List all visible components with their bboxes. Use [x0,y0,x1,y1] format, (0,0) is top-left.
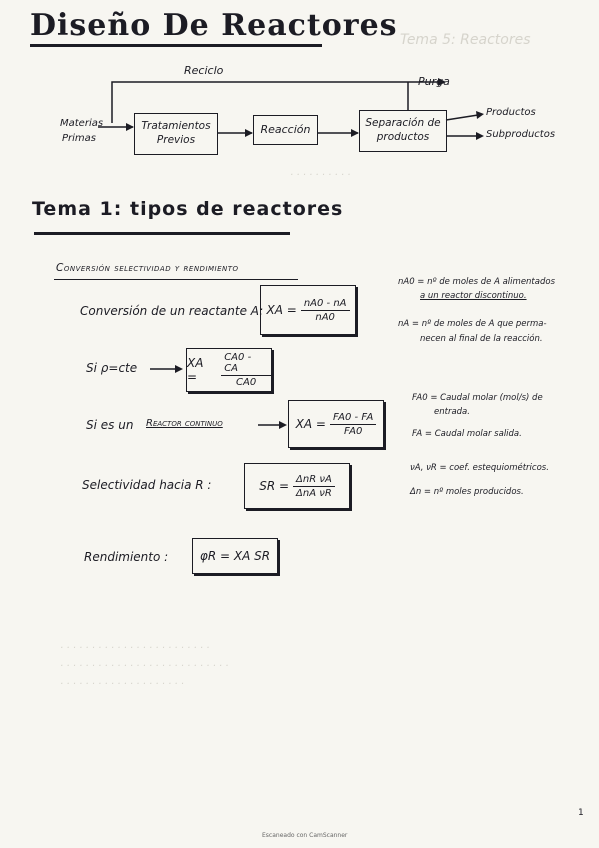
separation-box [359,110,447,152]
byproducts-label: Subproductos [486,129,556,140]
bleed-through-block: · · · · · · · · · · · · · · · · · · · · · · · · · · · · · · · · · · · · · · · · · · · · · · · · · · · · · · · · · · · · · · · · · · · · · · · [60,643,229,690]
continuous-formula-box [288,400,384,448]
selectivity-denominator: ΔnA νR [296,487,332,499]
note-fa0-line-2: entrada. [434,407,470,417]
page-number: 1 [578,808,584,818]
yield-formula: φR = XA SR [199,549,271,563]
continuous-reactor-label: Reactor continuo [146,418,223,429]
conversion-numerator: nA0 - nA [301,298,350,311]
conversion-label: Conversión de un reactante A: [80,304,264,318]
subsection-title: Conversión selectividad y rendimiento [56,262,239,274]
scanner-footer: Escaneado con CamScanner [262,832,348,839]
continuous-denominator: FA0 [343,425,363,437]
purge-label: Purga [418,75,450,88]
section-title: Tema 1: tipos de reactores [32,198,344,220]
selectivity-lhs: SR = [259,479,290,493]
inputs-label-1: Materias [60,118,104,129]
separation-label-2: productos [376,131,430,143]
constant-density-denominator: CA0 [236,377,257,388]
note-fa0-line-1: FA0 = Caudal molar (mol/s) de [412,393,543,403]
note-na0-line-2: a un reactor discontinuo. [420,291,527,301]
selectivity-formula-box [244,463,350,509]
recycle-label: Reciclo [184,64,224,77]
bleed-through-text: · · · · · · · · · · [290,170,351,181]
note-na0-line-1: nA0 = nº de moles de A alimentados [398,277,555,287]
conversion-formula-box [260,285,356,335]
page-title: Diseño De Reactores [30,8,398,43]
yield-formula-box [192,538,278,574]
constant-density-label: Si ρ=cte [86,361,138,375]
arrow-icon [258,420,288,430]
selectivity-numerator: ΔnR νA [293,474,335,487]
note-na-line-1: nA = nº de moles de A que perma- [398,319,547,329]
continuous-lhs: XA = [295,417,326,431]
yield-label: Rendimiento : [84,550,169,564]
conversion-denominator: nA0 [315,311,335,323]
continuous-numerator: FA0 - FA [330,412,376,425]
constant-density-lhs: XA = [187,356,204,384]
note-fa: FA = Caudal molar salida. [412,429,522,439]
note-na-line-2: necen al final de la reacción. [420,334,543,344]
continuous-label-prefix: Si es un [86,418,134,432]
bleed-through-text: Tema 5: Reactores [400,32,531,48]
separation-label-1: Separación de [365,117,441,130]
conversion-lhs: XA = [266,303,297,317]
note-delta-n: Δn = nº moles producidos. [410,487,524,497]
products-label: Productos [486,107,536,118]
products-arrow [446,115,478,120]
title-underline [30,44,322,47]
pretreatment-label-2: Previos [156,134,196,146]
note-stoich-coef: νA, νR = coef. estequiométricos. [410,463,549,473]
arrow-icon [150,364,184,374]
reaction-box [253,115,318,145]
selectivity-label: Selectividad hacia R : [82,478,212,492]
constant-density-formula-box [186,348,272,392]
reaction-label: Reacción [260,122,311,136]
pretreatment-box [134,113,218,155]
inputs-label-2: Primas [62,133,96,144]
pretreatment-label-1: Tratamientos [141,120,211,133]
constant-density-numerator: CA0 - CA [221,352,271,376]
section-title-underline [34,232,290,235]
subsection-underline [54,279,298,280]
